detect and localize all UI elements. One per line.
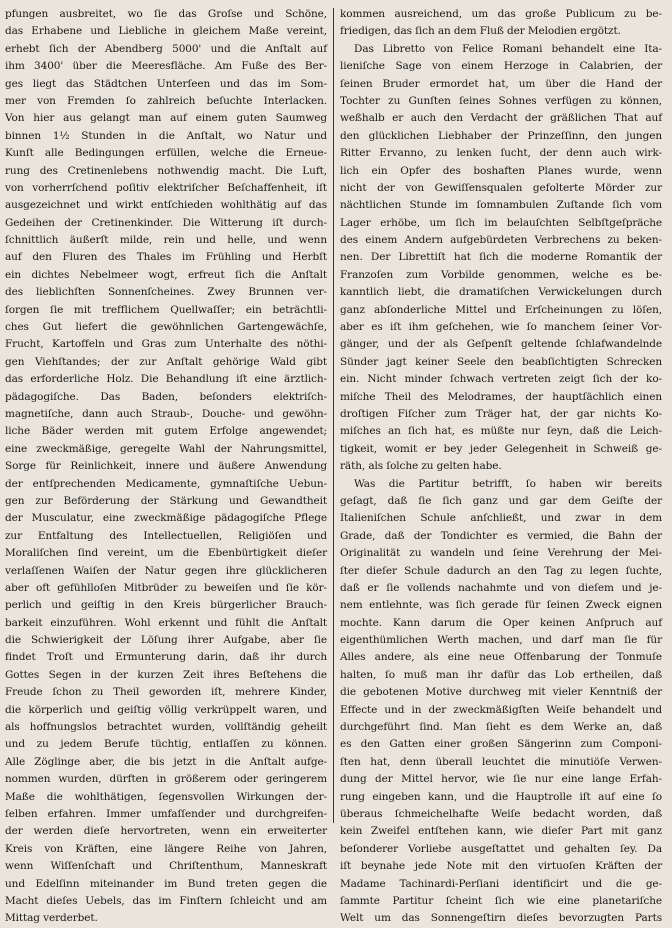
text-line: ein. Nicht minder ſchwach vertreten zeigt ſich der ko- (340, 373, 662, 386)
text-line: ſter dieſer Schule dadurch an den Tag zu legen ſuchte, (340, 564, 662, 577)
text-line: ſelben erfahren. Immer umfaſſender und durchgreifen- (5, 807, 327, 820)
text-line: gen zur Beförderung der Stärkung und Gewandtheit (5, 494, 327, 507)
text-line: auf den Fluren des Thales im Frühling und Herbſt (5, 251, 327, 264)
text-line: und zu jedem Berufe tüchtig, entlaſſen zu können. (5, 738, 327, 751)
text-line: der Musculatur, eine zweckmäßige pädagogiſche Pflege (5, 512, 327, 525)
text-line: Madame Tachinardi-Perſiani identificirt und die ge- (340, 877, 662, 890)
text-line: von vorherrſchend poſitiv elektriſcher Beſchaffenheit, iſt (5, 181, 327, 194)
text-line: eigenthümlichen Werth machen, und darf man ſie für (340, 634, 662, 647)
text-line: Mittag verderbet. (5, 912, 98, 925)
text-line: die Schwierigkeit der Löſung ihrer Aufgabe, aber ſie (5, 634, 327, 647)
text-line: nicht der von Gewiſſensqualen gefolterte Mörder zur (340, 181, 662, 194)
text-line: findet Troſt und Ermunterung darin, daß ihr durch (5, 651, 327, 664)
text-line: perlich und geiſtig in den Kreis bürgerlicher Brauch- (5, 599, 327, 612)
text-line: die gebotenen Motive durchweg mit vieler Kenntniß der (340, 686, 662, 699)
text-line: überaus ſchmeichelhafte Weiſe bedacht worden, daß (340, 807, 662, 820)
text-line: miſches an ſich hat, es müßte nur ſeyn, daß die Leich- (340, 425, 662, 438)
text-line: Grade, daß der Tondichter es vermied, die Bahn der (340, 529, 662, 542)
text-line: Von hier aus gelangt man auf einem guten Saumweg (5, 112, 327, 125)
text-line: mochte. Kann darum die Oper keinen Anſpruch auf (340, 616, 662, 629)
text-line: aber oft gefühlloſen Mitbrüder zu beweiſen und ſie kör- (5, 581, 327, 594)
text-line: lieniſche Sage von einem Herzoge in Calabrien, der (340, 60, 662, 73)
text-line: Tochter zu Gunſten ſeines Sohnes verfügen zu können, (340, 94, 662, 107)
text-line: Freude ſchon zu Theil geworden iſt, mehrere Kinder, (5, 686, 327, 699)
left-column (5, 6, 333, 925)
text-line: Welt um das Sonnengeſtirn dieſes bevorzugten Parts (340, 912, 662, 925)
text-line: Ritter Ervanno, zu lenken ſucht, der denn auch wirk- (340, 147, 662, 160)
text-line: halten, ſo muß man ihr dafür das Lob ertheilen, daß (340, 668, 662, 681)
text-line: liche Bäder werden mit gutem Erfolge angewendet; (5, 425, 327, 438)
text-line: des einem Andern aufgebürdeten Verbrechens zu beken- (340, 234, 662, 247)
text-line: nächtlichen Stunde im ſomnambulen Zuſtande ſich vom (340, 199, 662, 212)
text-line: als hoffnungslos betrachtet wurden, vollſtändig geheilt (5, 721, 327, 734)
text-line: ſchnittlich äußerſt milde, rein und helle, und wenn (5, 234, 327, 247)
text-line: und Edelſinn miteinander im Bund treten gegen die (5, 877, 327, 890)
text-line: Das Libretto von Felice Romani behandelt eine Ita- (354, 42, 662, 55)
text-line: ſammte Partitur ſcheint ſich wie eine planetariſche (340, 894, 662, 907)
text-line: ganz abſonderliche Mittel und Erſcheinungen zu löſen, (340, 303, 662, 316)
text-line: zur Entfaltung des Intellectuellen, Religiöſen und (5, 529, 327, 542)
text-line: gen Viehſtandes; der zur Anſtalt gehörige Wald gibt (5, 355, 327, 368)
text-line: ihm 3400' über die Meeresfläche. Am Fuße des Ber- (5, 60, 327, 73)
text-line: nem entlehnte, was ſich gerade für ſeinen Zweck eignen (340, 599, 662, 612)
text-line: binnen 1½ Stunden in die Anſtalt, wo Natur und (5, 129, 327, 142)
text-line: des lieblichſten Sonnenſcheines. Zwey Brunnen ver- (5, 286, 327, 299)
text-line: nommen wurden, dürften in größerem oder geringerem (5, 773, 327, 786)
text-line: lich ein Opfer des boshaften Planes wurde, wenn (340, 164, 662, 177)
text-line: rung eingeben kann, und die Hauptrolle iſt auf eine ſo (340, 790, 662, 803)
text-line: Was die Partitur betrifft, ſo haben wir bereits (354, 477, 662, 490)
text-line: kommen ausreichend, um das große Publicum zu be- (340, 8, 662, 20)
text-line: Frucht, Kartoffeln und Gras zum Unterhalte des nöthi- (5, 338, 327, 351)
text-line: Alles andere, als eine neue Offenbarung der Tonmuſe (340, 651, 662, 664)
text-line: friedigen, das ſich an dem Fluß der Melodien ergötzt. (340, 25, 621, 38)
text-line: Effecte und in der zweckmäßigſten Weiſe behandelt und (340, 703, 662, 716)
text-line: Maße die wohlthätigen, ſegensvollen Wirkungen der- (5, 790, 327, 803)
text-line: Lager erhöbe, um ſich im belauſchten Selbſtgeſpräche (340, 216, 662, 229)
text-line: miſche Theil des Melodrames, der hauptſächlich einen (340, 390, 662, 403)
text-line: barkeit einzuführen. Wohl erkennt und fühlt die Anſtalt (5, 616, 327, 629)
text-line: räth, als ſolche zu gelten habe. (340, 460, 502, 473)
text-line: ſeinen Bruder ermordet hat, um über die Hand der (340, 77, 662, 90)
text-line: Alle Zöglinge aber, die bis jetzt in die Anſtalt aufge- (5, 755, 327, 768)
text-line: Kunſt alle Bedingungen erfüllen, welche die Erneue- (5, 147, 327, 160)
text-line: gänger, und der als Geſpenſt geltende ſchlafwandelnde (340, 338, 662, 351)
text-line: aber es iſt ihm geſchehen, wie ſo manchem ſeiner Vor- (340, 321, 662, 334)
text-line: beſonderer Vorliebe ausgeſtattet und gehalten ſey. Da (340, 842, 662, 855)
text-line: nen. Der Librettiſt hat ſich die moderne Romantik der (340, 251, 662, 264)
text-line: magnetiſche, dann auch Straub-, Douche- und gewöhn- (5, 407, 327, 420)
text-line: ausgezeichnet und wirkt entſchieden wohlthätig auf das (5, 199, 327, 212)
text-line: iſt beynahe jede Note mit den virtuoſen Kräften der (340, 860, 662, 873)
text-line: tigkeit, womit er bey jeder Gelegenheit in Schweiß ge- (340, 442, 662, 455)
text-line: durchgeführt ſind. Man ſieht es dem Werke an, daß (340, 721, 662, 734)
text-line: daß er ſie vollends nachahmte und von dieſem und je- (340, 581, 662, 594)
text-line: mer von Fremden ſo zahlreich beſuchte Interlacken. (5, 94, 327, 107)
text-line: Gottes Segen in der kurzen Zeit ihres Beſtehens die (5, 668, 327, 681)
text-line: ches Gut liefert die gewöhnlichen Gartengewächſe, (5, 321, 327, 334)
text-line: geſagt, daß ſie ſich ganz und gar dem Geiſte der (340, 494, 662, 507)
text-line: weßhalb er auch den Verdacht der gräßlichen That auf (340, 112, 662, 125)
text-line: das Erhabene und Liebliche in gleichem Maße vereint, (5, 25, 327, 38)
text-line: der entſprechenden Medicamente, gymnaſtiſche Uebun- (5, 477, 327, 490)
text-line: rung des Cretinenlebens nothwendig macht. Die Luft, (5, 164, 327, 177)
text-line: kein Zweifel entſtehen kann, wie dieſer Part mit ganz (340, 825, 662, 838)
text-line: Franzoſen zum Vorbilde genommen, welche es be- (340, 268, 662, 281)
text-line: es den Gatten einer großen Sängerinn zum Componi- (340, 738, 662, 751)
text-line: droſtigen Fiſcher zum Träger hat, der gar nichts Ko- (340, 407, 662, 420)
right-column (334, 6, 662, 925)
text-line: kanntlich liebt, die dramatiſchen Verwickelungen durch (340, 286, 662, 299)
text-line: ein dichtes Nebelmeer wogt, erfreut ſich die Anſtalt (5, 268, 327, 281)
text-line: ſorgen ſie mit trefflichem Quellwaſſer; ein beträchtli- (5, 303, 327, 316)
text-line: eine zweckmäßige, geregelte Wahl der Nahrungsmittel, (5, 442, 327, 455)
text-line: die körperlich und geiſtig völlig verkrüppelt waren, und (5, 703, 327, 716)
text-line: Kreis von Kräften, eine längere Reihe von Jahren, (5, 842, 327, 855)
text-line: Macht dieſes Uebels, das im Finſtern ſchleicht und am (5, 894, 327, 907)
text-line: dung der Mittel hervor, wie ſie nur eine lange Erfah- (340, 773, 662, 786)
text-line: verlaſſenen Waiſen der Natur gegen ihre glücklicheren (5, 564, 327, 577)
text-line: Sünder jagt keiner Seele den beabſichtigten Schrecken (340, 355, 662, 368)
text-line: ſten hat, denn überall leuchtet die minutiöſe Verwen- (340, 755, 662, 768)
text-line: Moraliſchen ſind vereint, um die Ebenbürtigkeit dieſer (5, 547, 327, 560)
text-line: Italieniſchen Schule anſchließt, und zwar in dem (340, 512, 662, 525)
text-line: Gedeihen der Cretinenkinder. Die Witterung iſt durch- (5, 216, 327, 229)
text-line: ges liegt das Städtchen Unterſeen und das im Som- (5, 77, 327, 90)
text-line: den glücklichen Liebhaber der Prinzeſſinn, den jungen (340, 129, 662, 142)
text-line: das erforderliche Holz. Die Behandlung iſt eine ärztlich- (5, 373, 327, 386)
text-line: Sorge für Reinlichkeit, innere und äußere Anwendung (5, 460, 327, 473)
text-line: erhebt ſich der Abendberg 5000' und die Anſtalt auf (5, 42, 327, 55)
text-line: pfungen ausbreitet, wo ſie das Groſse und Schöne, (5, 8, 327, 20)
text-line: Originalität zu wandeln und ſeine Verehrung der Mei- (340, 547, 662, 560)
text-line: pädagogiſche. Das Baden, beſonders elektriſch- (5, 390, 327, 403)
text-line: wenn Wiſſenſchaft und Chriſtenthum, Manneskraft (5, 860, 327, 873)
text-line: der werden dieſe hervortreten, wenn ein erweiterter (5, 825, 327, 838)
